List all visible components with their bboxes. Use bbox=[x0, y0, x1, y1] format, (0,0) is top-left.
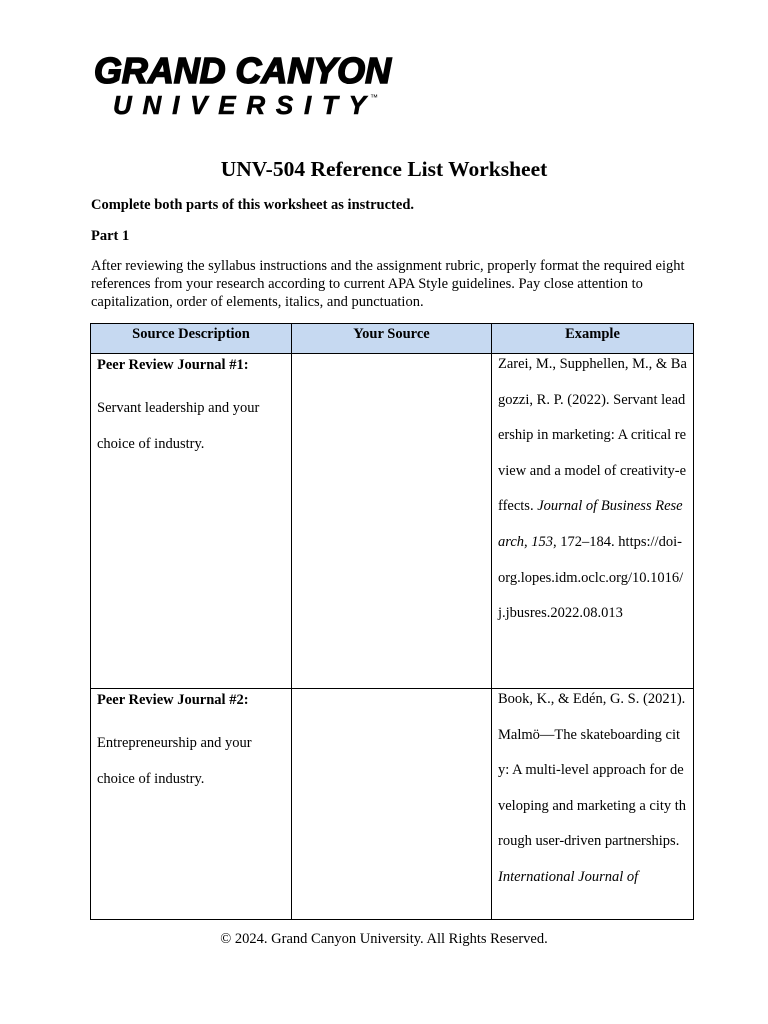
source-description-cell bbox=[91, 354, 292, 689]
intro-paragraph: After reviewing the syllabus instructions and the assignment rubric, properly format the required eight references from your research according to current APA Style guidelines. Pay close attention to capitalization, order of elements, italics, and punctuation. bbox=[91, 258, 685, 310]
example-cell bbox=[492, 689, 694, 920]
copyright-footer: © 2024. Grand Canyon University. All Rights Reserved. bbox=[220, 931, 548, 947]
your-source-cell[interactable] bbox=[292, 689, 492, 920]
example-volume: 153 bbox=[531, 533, 554, 550]
table-row bbox=[91, 689, 694, 920]
source-description: Entrepreneurship and your choice of industry. bbox=[97, 735, 252, 787]
logo-line-1: GRAND CANYON bbox=[94, 50, 392, 91]
logo-line-2: UNIVERSITY bbox=[113, 90, 366, 120]
example-cell bbox=[492, 354, 694, 689]
example-reference bbox=[498, 347, 687, 632]
part-heading: Part 1 bbox=[91, 228, 130, 244]
source-description-cell bbox=[91, 689, 292, 920]
example-journal-title: International Journal of bbox=[498, 868, 639, 885]
example-journal-title: Journal of Business Research bbox=[498, 498, 683, 550]
example-reference-text: Zarei, M., Supphellen, M., & Bagozzi, R. P. (2022). Servant leadership in marketing: A critical review and a model of creativity-effects. bbox=[498, 356, 687, 515]
example-separator: , bbox=[524, 533, 532, 550]
source-label: Peer Review Journal #2: bbox=[97, 692, 249, 708]
university-logo bbox=[94, 50, 394, 120]
page-title: UNV-504 Reference List Worksheet bbox=[220, 157, 548, 181]
example-reference bbox=[498, 682, 687, 896]
header-your-source: Your Source bbox=[292, 324, 492, 354]
instructions-text: Complete both parts of this worksheet as instructed. bbox=[91, 197, 415, 213]
example-pages-doi: , 172–184. https://doi-org.lopes.idm.oclc.org/10.1016/j.jbusres.2022.08.013 bbox=[498, 533, 684, 622]
header-example: Example bbox=[492, 324, 694, 354]
source-label: Peer Review Journal #1: bbox=[97, 357, 249, 373]
header-source-description: Source Description bbox=[91, 324, 292, 354]
source-description: Servant leadership and your choice of industry. bbox=[97, 400, 260, 452]
reference-table bbox=[90, 323, 694, 920]
table-row bbox=[91, 354, 694, 689]
example-reference-text: Book, K., & Edén, G. S. (2021). Malmö—The skateboarding city: A multi-level approach for developing and marketing a city through user-driven partnerships. bbox=[498, 691, 687, 850]
your-source-cell[interactable] bbox=[292, 354, 492, 689]
logo-trademark: ™ bbox=[370, 93, 378, 102]
